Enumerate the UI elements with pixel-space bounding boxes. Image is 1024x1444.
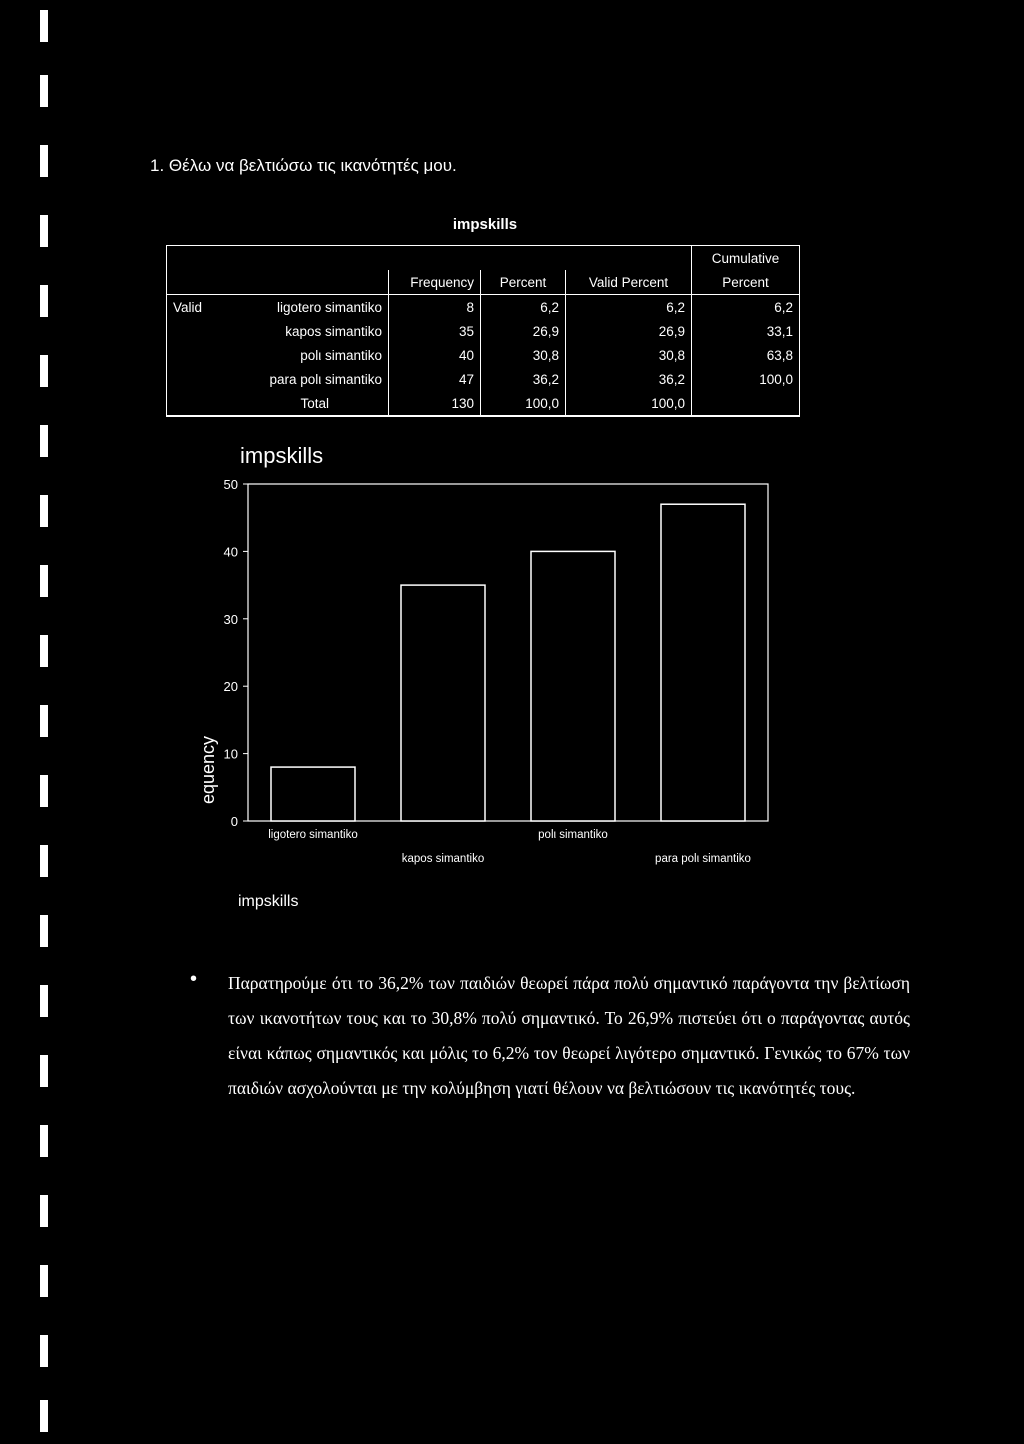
bar-1 — [271, 767, 355, 821]
analysis-paragraph — [190, 966, 910, 1106]
table-cell: 26,9 — [566, 319, 692, 343]
edge-mark — [40, 1400, 48, 1432]
chart-title: impskills — [240, 443, 324, 468]
edge-mark — [40, 1055, 48, 1087]
edge-mark — [40, 215, 48, 247]
edge-mark — [40, 705, 48, 737]
row-group-label: Valid — [167, 295, 229, 320]
header-cumulative: Cumulative — [692, 246, 800, 271]
table-title: impskills — [452, 216, 518, 233]
edge-mark — [40, 425, 48, 457]
row-label: polι simantiko — [229, 343, 389, 367]
y-tick-label: 0 — [230, 814, 238, 829]
edge-mark — [40, 635, 48, 667]
table-cell: 30,8 — [481, 343, 566, 367]
row-label: ligotero simantiko — [229, 295, 389, 320]
edge-mark — [40, 1335, 48, 1367]
row-group-label — [167, 367, 229, 391]
frequency-table — [166, 245, 800, 417]
chart-footnote-label: impskills — [238, 893, 299, 910]
table-cell — [692, 391, 800, 416]
table-cell: 26,9 — [481, 319, 566, 343]
table-row — [167, 367, 800, 391]
edge-mark — [40, 915, 48, 947]
y-axis-label: equency — [198, 735, 218, 805]
x-tick-label: para polι simantiko — [655, 853, 751, 865]
y-tick-label: 20 — [223, 679, 238, 695]
row-label: para polι simantiko — [229, 367, 389, 391]
edge-mark — [40, 75, 48, 107]
edge-mark — [40, 775, 48, 807]
edge-mark — [40, 285, 48, 317]
bar-chart — [160, 430, 800, 880]
row-group-label — [167, 343, 229, 367]
x-tick-label: polι simantiko — [538, 829, 608, 841]
table-cell: 6,2 — [566, 295, 692, 320]
table-header-row-top — [167, 246, 800, 271]
edge-mark — [40, 145, 48, 177]
table-cell: 33,1 — [692, 319, 800, 343]
table-cell: 6,2 — [481, 295, 566, 320]
header-valid-percent: Valid Percent — [566, 270, 692, 295]
row-label: kapos simantiko — [229, 319, 389, 343]
table-total-row — [167, 391, 800, 416]
table-cell: 63,8 — [692, 343, 800, 367]
edge-mark — [40, 10, 48, 42]
header-percent: Percent — [481, 270, 566, 295]
table-cell: 100,0 — [481, 391, 566, 416]
table-cell: 100,0 — [566, 391, 692, 416]
edge-mark — [40, 1195, 48, 1227]
x-tick-label: ligotero simantiko — [268, 829, 358, 841]
edge-mark — [40, 355, 48, 387]
table-cell: 100,0 — [692, 367, 800, 391]
x-tick-label: kapos simantiko — [401, 853, 485, 865]
analysis-text: Παρατηρούμε ότι το 36,2% των παιδιών θεωρεί πάρα πολύ σημαντικό παράγοντα την βελτίωση των ικανοτήτων τους και το 30,8% πολύ σημαντικό. Το 26,9% πιστεύει ότι ο παράγοντας αυτός είναι κάπως σημαντικός και μόλις το 6,2% τον θεωρεί λιγότερο σημαντικό. Γενικώς το 67% των παιδιών ασχολούνται με την κολύμβηση γιατί θέλουν να βελτιώσουν τις ικανότητές τους. — [228, 973, 910, 1098]
bar-2 — [401, 585, 485, 821]
table-cell: 36,2 — [481, 367, 566, 391]
table-cell: 130 — [389, 391, 481, 416]
table-cell: 8 — [389, 295, 481, 320]
table-row — [167, 319, 800, 343]
page-heading: 1. Θέλω να βελτιώσω τις ικανότητές μου. — [150, 156, 457, 175]
y-tick-label: 30 — [223, 611, 238, 627]
header-cumulative-percent: Percent — [692, 270, 800, 295]
total-label: Total — [229, 391, 389, 416]
edge-mark — [40, 1125, 48, 1157]
row-group-label — [167, 319, 229, 343]
table-header-row — [167, 270, 800, 295]
bar-3 — [531, 551, 615, 821]
table-row — [167, 343, 800, 367]
y-tick-label: 50 — [223, 477, 238, 492]
table-cell: 30,8 — [566, 343, 692, 367]
header-frequency: Frequency — [389, 270, 481, 295]
table-cell: 6,2 — [692, 295, 800, 320]
y-tick-label: 10 — [223, 746, 238, 762]
edge-mark — [40, 1265, 48, 1297]
bar-4 — [661, 504, 745, 821]
table-cell: 40 — [389, 343, 481, 367]
table-cell: 35 — [389, 319, 481, 343]
edge-mark — [40, 565, 48, 597]
row-group-label — [167, 391, 229, 416]
table-row — [167, 295, 800, 320]
y-tick-label: 40 — [223, 544, 238, 560]
edge-mark — [40, 495, 48, 527]
edge-mark — [40, 845, 48, 877]
bullet-icon: • — [190, 968, 198, 990]
table-cell: 47 — [389, 367, 481, 391]
edge-mark — [40, 985, 48, 1017]
table-cell: 36,2 — [566, 367, 692, 391]
